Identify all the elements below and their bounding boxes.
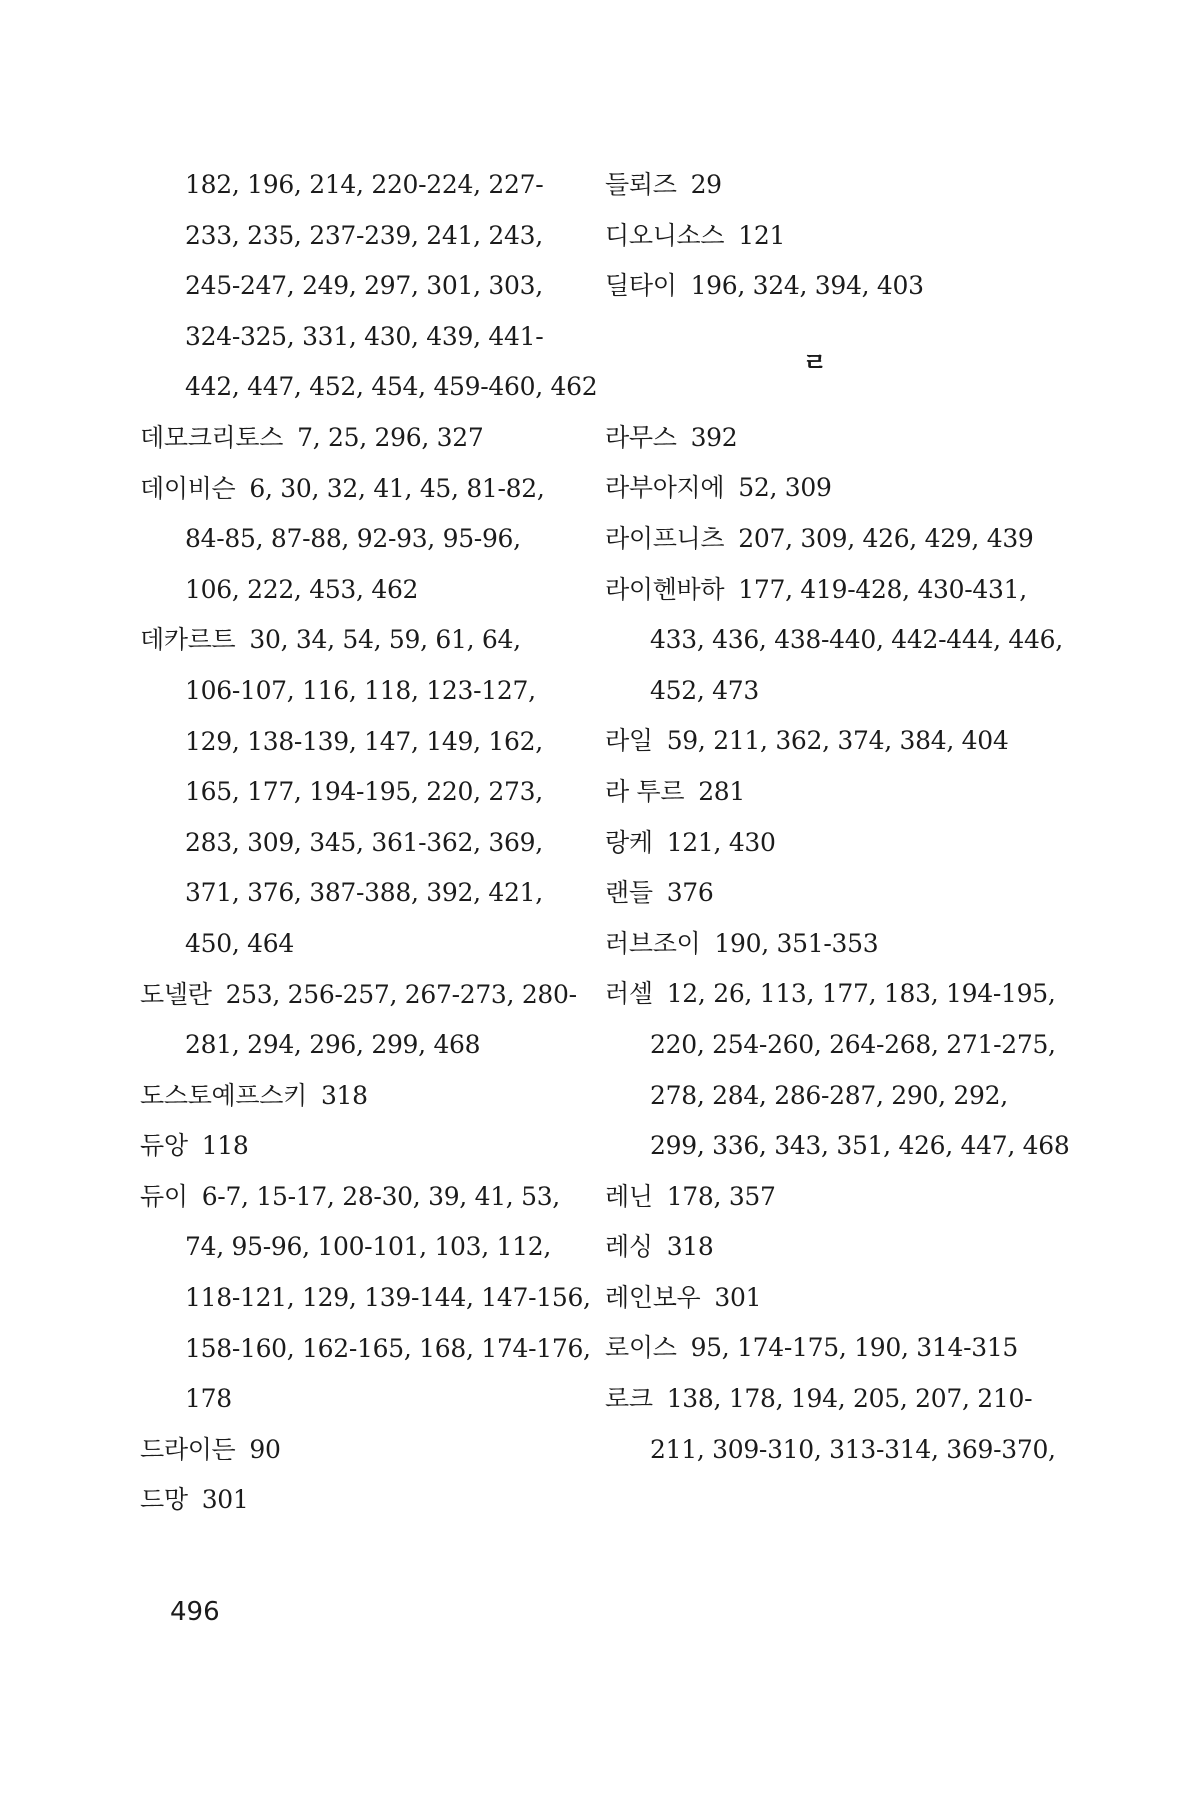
- index-entry-line: [605, 1425, 1056, 1476]
- index-page-refs: 392: [690, 422, 738, 452]
- index-page-refs: 245-247, 249, 297, 301, 303,: [185, 271, 543, 301]
- index-entry-line: [140, 1324, 591, 1375]
- index-term: 데이비슨: [140, 473, 236, 503]
- index-term: 드망: [140, 1485, 188, 1515]
- index-entry-line: [605, 565, 1025, 616]
- index-page-refs: 121: [738, 220, 786, 250]
- index-entry-line: [140, 464, 560, 515]
- index-page-refs: 299, 336, 343, 351, 426, 447, 468: [650, 1131, 1070, 1161]
- index-entry-line: [140, 261, 560, 312]
- index-entry-line: [140, 565, 560, 616]
- index-term: 드라이든: [140, 1434, 236, 1464]
- index-entry-line: [140, 615, 560, 666]
- index-page-refs: 376: [666, 878, 714, 908]
- index-entry-line: [140, 211, 560, 262]
- index-term: 데모크리토스: [140, 422, 284, 452]
- index-entry-line: [605, 1172, 1025, 1223]
- index-page-refs: 207, 309, 426, 429, 439: [738, 523, 1034, 553]
- index-page-refs: 118: [201, 1131, 249, 1161]
- index-entry-line: [140, 818, 560, 869]
- index-page-refs: 452, 473: [650, 675, 759, 705]
- index-term: 랜들: [605, 878, 653, 908]
- index-term: 라이헨바하: [605, 574, 725, 604]
- index-term: 레싱: [605, 1232, 653, 1262]
- index-entry-line: [605, 1020, 1056, 1071]
- index-page-refs: 278, 284, 286-287, 290, 292,: [650, 1080, 1008, 1110]
- index-page-refs: 95, 174-175, 190, 314-315: [690, 1333, 1019, 1363]
- index-term: 듀이: [140, 1181, 188, 1211]
- index-term: 들뢰즈: [605, 170, 677, 199]
- index-page-refs: 442, 447, 452, 454, 459-460, 462: [185, 372, 598, 402]
- index-page-refs: 371, 376, 387-388, 392, 421,: [185, 878, 543, 908]
- index-page-refs: 281, 294, 296, 299, 468: [185, 1030, 481, 1060]
- index-entry-line: [605, 969, 1056, 1020]
- index-page-refs: 233, 235, 237-239, 241, 243,: [185, 220, 543, 250]
- index-entry-line: [140, 970, 577, 1021]
- index-column-right: [605, 160, 1070, 1475]
- index-entry-line: [605, 463, 1025, 514]
- index-page-refs: 129, 138-139, 147, 149, 162,: [185, 726, 543, 756]
- index-entry-line: [140, 1425, 560, 1476]
- index-term: 라 투르: [605, 776, 685, 806]
- index-term: 딜타이: [605, 271, 677, 301]
- index-term: 로크: [605, 1384, 653, 1414]
- index-page-refs: 7, 25, 296, 327: [297, 422, 484, 452]
- index-page-refs: 165, 177, 194-195, 220, 273,: [185, 777, 543, 807]
- index-entry-line: [140, 1020, 560, 1071]
- index-entry-line: [140, 1273, 591, 1324]
- index-entry-line: [605, 261, 1025, 312]
- index-entry-line: [605, 160, 1025, 211]
- index-entry-line: [605, 1273, 1025, 1324]
- index-term: 로이스: [605, 1333, 677, 1363]
- index-page-refs: 74, 95-96, 100-101, 103, 112,: [185, 1232, 552, 1262]
- index-page-refs: 281: [698, 776, 746, 806]
- index-term: 랑케: [605, 827, 653, 857]
- index-entry-line: [140, 1172, 560, 1223]
- index-page-refs: 59, 211, 362, 374, 384, 404: [666, 726, 1009, 756]
- index-term: 디오니소스: [605, 220, 725, 250]
- index-page-refs: 84-85, 87-88, 92-93, 95-96,: [185, 524, 521, 554]
- index-page-refs: 6, 30, 32, 41, 45, 81-82,: [249, 473, 545, 503]
- index-page-refs: 190, 351-353: [714, 928, 879, 958]
- index-page-refs: 30, 34, 54, 59, 61, 64,: [249, 625, 521, 655]
- index-term: 도넬란: [140, 979, 212, 1009]
- index-entry-line: [140, 362, 598, 413]
- index-page-refs: 324-325, 331, 430, 439, 441-: [185, 321, 544, 351]
- index-term: 도스토예프스키: [140, 1080, 307, 1110]
- section-heading: ㄹ: [802, 347, 828, 377]
- index-page-refs: 118-121, 129, 139-144, 147-156,: [185, 1283, 591, 1313]
- index-entry-line: [605, 514, 1034, 565]
- index-entry-line: [605, 1374, 1033, 1425]
- index-entry-line: [140, 717, 560, 768]
- index-page-refs: 301: [201, 1485, 249, 1515]
- index-entry-line: [605, 413, 1025, 464]
- index-entry-line: [140, 868, 560, 919]
- index-entry-line: [140, 1475, 560, 1526]
- index-term: 라이프니츠: [605, 523, 725, 553]
- index-page-refs: 301: [714, 1282, 762, 1312]
- index-page-refs: 29: [690, 170, 722, 199]
- index-page-refs: 106, 222, 453, 462: [185, 574, 419, 604]
- index-page-refs: 158-160, 162-165, 168, 174-176,: [185, 1333, 591, 1363]
- index-page-refs: 253, 256-257, 267-273, 280-: [225, 979, 577, 1009]
- index-entry-line: [605, 615, 1063, 666]
- index-page-refs: 196, 324, 394, 403: [690, 271, 924, 301]
- index-entry-line: [140, 312, 560, 363]
- index-term: 라부아지에: [605, 473, 725, 503]
- index-page-refs: 211, 309-310, 313-314, 369-370,: [650, 1434, 1056, 1464]
- index-page-refs: 220, 254-260, 264-268, 271-275,: [650, 1029, 1056, 1059]
- index-page-refs: 121, 430: [666, 827, 776, 857]
- index-term: 레인보우: [605, 1282, 701, 1312]
- index-page-refs: 318: [666, 1232, 714, 1262]
- index-entry-line: [605, 211, 1025, 262]
- index-term: 라무스: [605, 422, 677, 452]
- index-term: 듀앙: [140, 1131, 188, 1161]
- index-entry-line: [140, 160, 560, 211]
- index-entry-line: [140, 1222, 560, 1273]
- index-entry-line: [140, 514, 560, 565]
- index-entry-line: [605, 666, 1025, 717]
- index-term: 러브조이: [605, 928, 701, 958]
- index-entry-line: [140, 767, 560, 818]
- index-page-refs: 12, 26, 113, 177, 183, 194-195,: [666, 979, 1056, 1009]
- index-entry-line: [605, 716, 1025, 767]
- index-page-refs: 318: [320, 1080, 368, 1110]
- index-page-refs: 178, 357: [666, 1181, 776, 1211]
- index-page-refs: 177, 419-428, 430-431,: [738, 574, 1027, 604]
- index-page-refs: 6-7, 15-17, 28-30, 39, 41, 53,: [201, 1181, 560, 1211]
- index-entry-line: [605, 818, 1025, 869]
- index-page-refs: 433, 436, 438-440, 442-444, 446,: [650, 625, 1063, 655]
- index-term: 러셀: [605, 979, 653, 1009]
- index-term: 레닌: [605, 1181, 653, 1211]
- index-entry-line: [140, 1071, 560, 1122]
- index-page-refs: 283, 309, 345, 361-362, 369,: [185, 827, 543, 857]
- index-entry-line: [140, 1374, 560, 1425]
- index-page-refs: 138, 178, 194, 205, 207, 210-: [666, 1384, 1033, 1414]
- index-page-refs: 450, 464: [185, 928, 294, 958]
- index-page-refs: 182, 196, 214, 220-224, 227-: [185, 170, 544, 199]
- index-page-refs: 52, 309: [738, 473, 832, 503]
- index-page-refs: 178: [185, 1384, 232, 1414]
- index-term: 라일: [605, 726, 653, 756]
- index-entry-line: [140, 1121, 560, 1172]
- index-entry-line: [605, 1323, 1025, 1374]
- index-column-left: [140, 160, 598, 1526]
- page-number: 496: [170, 1597, 220, 1627]
- index-entry-line: [605, 1222, 1025, 1273]
- index-page-refs: 106-107, 116, 118, 123-127,: [185, 675, 536, 705]
- index-entry-line: [605, 868, 1025, 919]
- index-entry-line: [140, 666, 560, 717]
- index-page-refs: 90: [249, 1434, 281, 1464]
- index-entry-line: [140, 413, 560, 464]
- index-entry-line: [605, 767, 1025, 818]
- index-entry-line: [605, 919, 1025, 970]
- index-entry-line: [605, 1121, 1070, 1172]
- index-entry-line: [140, 919, 560, 970]
- index-term: 데카르트: [140, 625, 236, 655]
- index-entry-line: [605, 1071, 1025, 1122]
